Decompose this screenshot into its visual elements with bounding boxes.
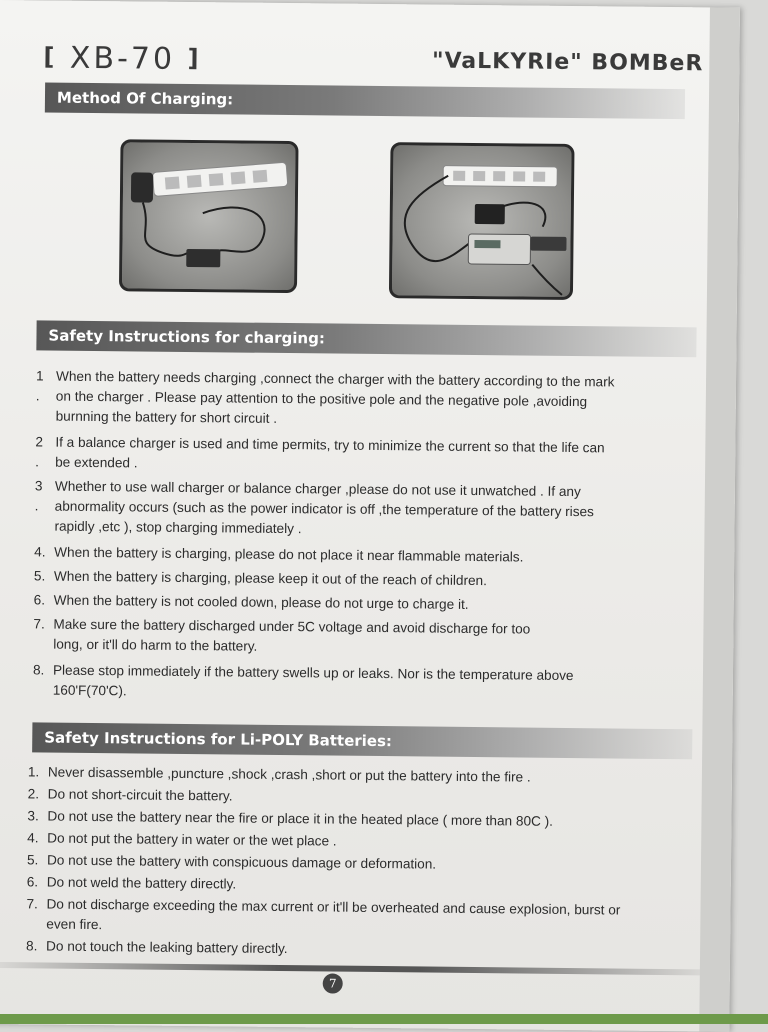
- list-item-line: If a balance charger is used and time permits, try to minimize the current so that the life can: [55, 434, 605, 456]
- background-grass: [0, 1014, 768, 1024]
- list-item-text: [46, 937, 686, 964]
- list-item-number: 4.: [34, 544, 46, 560]
- section-banner-lipo-safety: Safety Instructions for Li-POLY Batteries:: [32, 722, 692, 759]
- list-item-line: Do not touch the leaking battery directly.: [46, 938, 288, 957]
- section-banner-charging-method: Method Of Charging:: [45, 82, 685, 119]
- product-name: "VaLKYRIe" BOMBeR: [431, 48, 704, 77]
- list-item-line: Do not use the battery near the fire or place it in the heated place ( more than 80C ).: [47, 808, 554, 829]
- list-item-line: even fire.: [46, 916, 103, 933]
- list-item-number: 4.: [27, 830, 39, 846]
- page-header: [43, 40, 703, 87]
- list-item-line: 160'F(70'C).: [52, 682, 127, 699]
- list-item-number: 5.: [33, 568, 46, 584]
- list-item-line: Do not put the battery in water or the wet place .: [47, 830, 337, 849]
- list-item-number: 2.: [27, 786, 40, 802]
- wall-charger-photo: [119, 139, 299, 293]
- list-item-number: 3.: [27, 808, 39, 824]
- list-item-line: When the battery is not cooled down, please do not urge to charge it.: [53, 592, 469, 612]
- list-item-number: 7.: [26, 896, 38, 912]
- list-item-number: 6.: [26, 874, 39, 890]
- list-item-line: Whether to use wall charger or balance charger ,please do not use it unwatched . If any: [54, 478, 581, 500]
- list-item-number: 8.: [26, 938, 38, 954]
- model-name: [43, 40, 202, 77]
- page-number: 7: [323, 973, 343, 993]
- list-item-line: Make sure the battery discharged under 5C voltage and avoid discharge for too: [53, 616, 531, 637]
- balance-charger-photo: [389, 142, 575, 300]
- list-item-line: Do not discharge exceeding the max current or it'll be overheated and cause explosion, burst or: [46, 896, 621, 918]
- list-item-number: 1.: [27, 764, 40, 780]
- page-edge: [699, 7, 740, 1031]
- list-item-line: abnormality occurs (such as the power indicator is off ,the temperature of the battery rises: [54, 498, 594, 520]
- list-item-line: long, or it'll do harm to the battery.: [53, 636, 258, 654]
- balance-charger-illustration: [392, 145, 572, 297]
- section-banner-charging-safety: Safety Instructions for charging:: [36, 320, 696, 357]
- list-item-text: [55, 433, 695, 480]
- list-item-number: 3 .: [34, 478, 43, 514]
- list-item-line: When the battery needs charging ,connect the charger with the battery according to the mark: [55, 368, 615, 390]
- list-item-number: 5.: [26, 852, 39, 868]
- model-text: XB-70: [69, 40, 176, 77]
- list-item-text: [54, 567, 694, 594]
- charging-safety-list: [32, 366, 736, 699]
- list-item-line: Do not weld the battery directly.: [46, 874, 237, 892]
- list-item-line: Please stop immediately if the battery swells up or leaks. Nor is the temperature above: [52, 662, 574, 684]
- list-item-text: [54, 477, 695, 544]
- list-item-text: [53, 661, 693, 708]
- list-item-text: [53, 615, 693, 662]
- list-item-number: 6.: [33, 592, 46, 608]
- list-item-text: [56, 367, 697, 434]
- list-item-number: 1 .: [35, 368, 44, 404]
- list-item-line: Do not use the battery with conspicuous damage or deformation.: [46, 852, 437, 872]
- footer-rule: [0, 962, 700, 975]
- list-item-line: rapidly ,etc ), stop charging immediately .: [54, 518, 302, 537]
- list-item-line: burnning the battery for short circuit .: [55, 408, 278, 426]
- list-item-number: 2 .: [35, 434, 44, 470]
- bracket-close: ]: [187, 43, 202, 73]
- list-item-line: Never disassemble ,puncture ,shock ,crash ,short or put the battery into the fire .: [47, 764, 531, 785]
- list-item-text: [54, 591, 694, 618]
- list-item-line: When the battery is charging, please do not place it near flammable materials.: [54, 544, 524, 565]
- wall-charger-illustration: [122, 142, 296, 290]
- list-item-text: [46, 895, 686, 942]
- list-item-line: When the battery is charging, please keep it out of the reach of children.: [53, 568, 488, 589]
- list-item-line: be extended .: [55, 454, 138, 471]
- list-item-text: [54, 543, 694, 570]
- lipo-safety-list: [26, 762, 728, 957]
- list-item-number: 8.: [32, 662, 45, 678]
- list-item-number: 7.: [33, 616, 45, 632]
- list-item-line: Do not short-circuit the battery.: [47, 786, 233, 804]
- bracket-open: [: [43, 42, 58, 71]
- list-item-line: on the charger . Please pay attention to the positive pole and the negative pole ,avoiding: [55, 388, 588, 410]
